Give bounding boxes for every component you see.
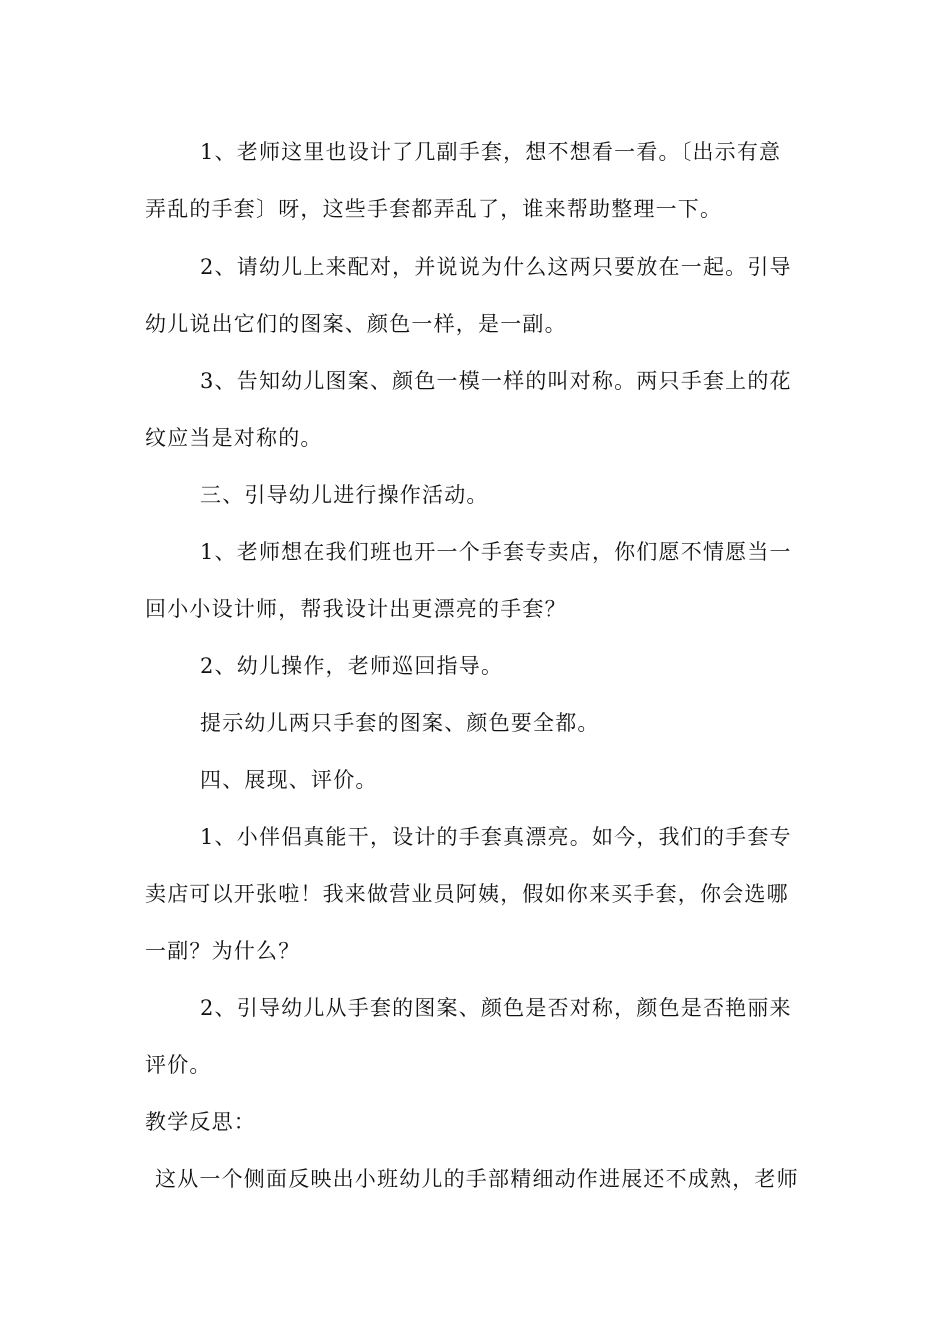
paragraph-line: 评价。 <box>145 1053 212 1077</box>
paragraph-line: 1、老师这里也设计了几副手套，想不想看一看。〔出示有意 <box>200 140 782 164</box>
paragraph-line: 2、幼儿操作，老师巡回指导。 <box>200 654 504 678</box>
paragraph-line: 回小小设计师，帮我设计出更漂亮的手套？ <box>145 597 567 621</box>
paragraph-line: 幼儿说出它们的图案、颜色一样，是一副。 <box>145 312 567 336</box>
paragraph-line: 2、引导幼儿从手套的图案、颜色是否对称，颜色是否艳丽来 <box>200 996 792 1020</box>
paragraph-line: 2、请幼儿上来配对，并说说为什么这两只要放在一起。引导 <box>200 255 792 279</box>
paragraph-line: 这从一个侧面反映出小班幼儿的手部精细动作进展还不成熟，老师 <box>155 1167 799 1191</box>
paragraph-line: 1、老师想在我们班也开一个手套专卖店，你们愿不情愿当一 <box>200 540 792 564</box>
paragraph-line: 提示幼儿两只手套的图案、颜色要全都。 <box>200 711 600 735</box>
paragraph-line: 纹应当是对称的。 <box>145 426 323 450</box>
paragraph-line: 1、小伴侣真能干，设计的手套真漂亮。如今，我们的手套专 <box>200 825 792 849</box>
paragraph-line: 3、告知幼儿图案、颜色一模一样的叫对称。两只手套上的花 <box>200 369 792 393</box>
paragraph-line: 一副？为什么？ <box>145 939 301 963</box>
section-heading: 三、引导幼儿进行操作活动。 <box>200 483 489 507</box>
paragraph-line: 卖店可以开张啦！我来做营业员阿姨，假如你来买手套，你会选哪 <box>145 882 789 906</box>
section-heading: 四、展现、评价。 <box>200 768 378 792</box>
paragraph-line: 弄乱的手套〕呀，这些手套都弄乱了，谁来帮助整理一下。 <box>145 197 723 221</box>
section-heading: 教学反思： <box>145 1110 256 1134</box>
